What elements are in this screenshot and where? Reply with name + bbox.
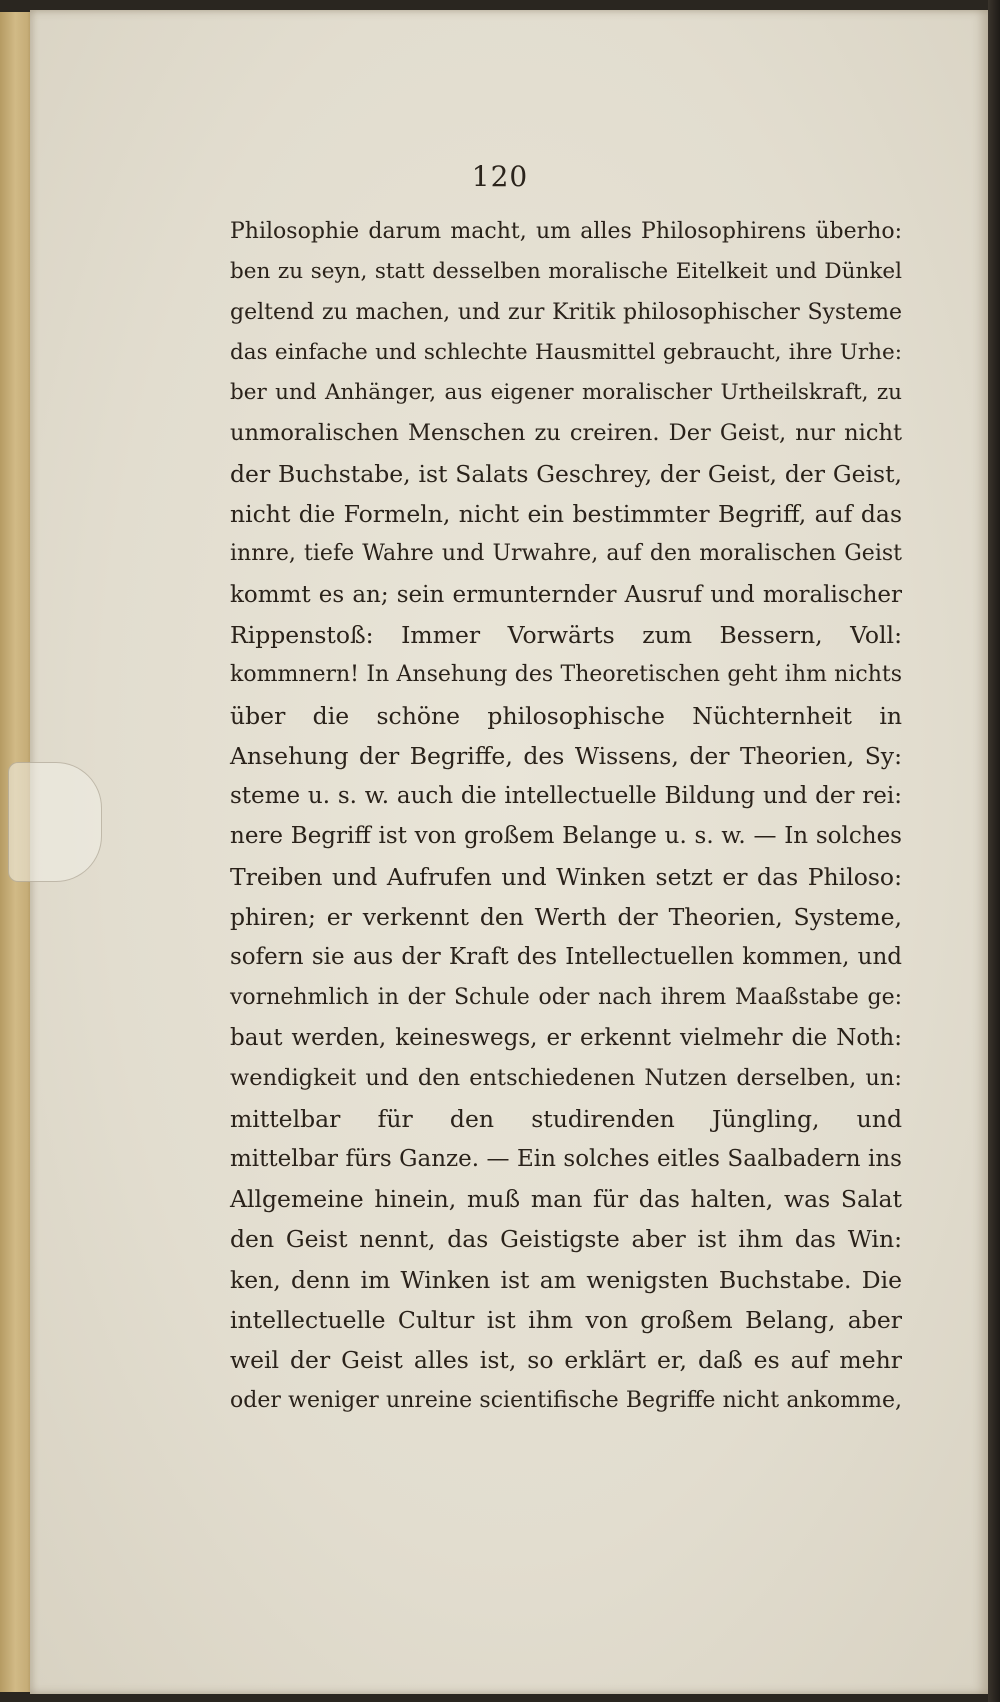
text-line-21: baut werden, keineswegs, er erkennt vielmehr die Noth: — [230, 1024, 902, 1051]
text-line-10: kommt es an; sein ermunternder Ausruf und moralischer — [230, 581, 902, 608]
text-line-29: weil der Geist alles ist, so erklärt er, daß es auf mehr — [230, 1346, 902, 1375]
text-line-23: mittelbar für den studirenden Jüngling, und — [230, 1104, 902, 1133]
text-line-30: oder weniger unreine scientifische Begriffe nicht ankomme, — [230, 1387, 902, 1413]
text-line-27: ken, denn im Winken ist am wenigsten Buchstabe. Die — [230, 1265, 902, 1294]
text-line-15: steme u. s. w. auch die intellectuelle Bildung und der rei: — [230, 783, 902, 810]
text-line-22: wendigkeit und den entschiedenen Nutzen derselben, un: — [230, 1065, 902, 1092]
text-line-18: phiren; er verkennt den Werth der Theorien, Systeme, — [230, 903, 902, 932]
text-line-16: nere Begriff ist von großem Belange u. s. w. — In solches — [230, 823, 902, 850]
text-line-7: der Buchstabe, ist Salats Geschrey, der Geist, der Geist, — [230, 459, 902, 488]
book-binding-edge — [988, 0, 1000, 1702]
page-number: 120 — [471, 160, 529, 193]
text-line-20: vornehmlich in der Schule oder nach ihrem Maaßstabe ge: — [230, 984, 902, 1010]
text-line-4: das einfache und schlechte Hausmittel gebraucht, ihre Urhe: — [230, 339, 902, 365]
text-line-11: Rippenstoß: Immer Vorwärts zum Bessern, Voll: — [230, 620, 902, 649]
text-line-26: den Geist nennt, das Geistigste aber ist ihm das Win: — [230, 1225, 902, 1254]
body-text — [230, 212, 902, 1421]
text-line-9: innre, tiefe Wahre und Urwahre, auf den moralischen Geist — [230, 541, 902, 567]
text-line-6: unmoralischen Menschen zu creiren. Der Geist, nur nicht — [230, 420, 902, 447]
text-line-2: ben zu seyn, statt desselben moralische Eitelkeit und Dünkel — [230, 259, 902, 285]
text-line-28: intellectuelle Cultur ist ihm von großem Belang, aber — [230, 1306, 902, 1335]
text-line-24: mittelbar fürs Ganze. — Ein solches eitles Saalbadern ins — [230, 1145, 902, 1172]
text-line-5: ber und Anhänger, aus eigener moralischer Urtheilskraft, zu — [230, 380, 902, 406]
text-line-17: Treiben und Aufrufen und Winken setzt er das Philoso: — [230, 862, 902, 891]
text-line-8: nicht die Formeln, nicht ein bestimmter Begriff, auf das — [230, 500, 902, 529]
text-line-19: sofern sie aus der Kraft des Intellectuellen kommen, und — [230, 944, 902, 971]
text-line-1: Philosophie darum macht, um alles Philosophirens überho: — [230, 219, 902, 244]
transparent-clip — [8, 762, 102, 882]
text-line-14: Ansehung der Begriffe, des Wissens, der Theorien, Sy: — [230, 741, 902, 770]
text-line-12: kommnern! In Ansehung des Theoretischen geht ihm nichts — [230, 662, 902, 688]
text-line-13: über die schöne philosophische Nüchternheit in — [230, 701, 902, 730]
text-line-3: geltend zu machen, und zur Kritik philosophischer Systeme — [230, 299, 902, 325]
text-line-25: Allgemeine hinein, muß man für das halten, was Salat — [230, 1185, 902, 1214]
